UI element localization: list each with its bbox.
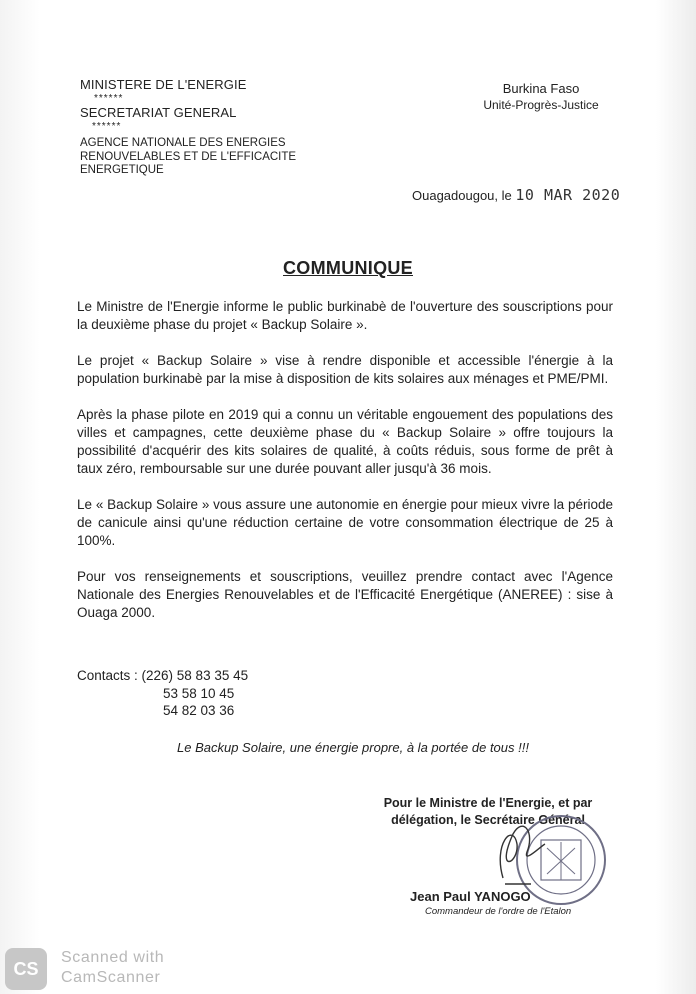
paragraph: Après la phase pilote en 2019 qui a connu un véritable engouement des populations des villes et campagnes, cette deuxième phase du « Backup Solaire » offre toujours la possibilité d'acquérir des kits solaires de qualité, à coûts réduis, sous forme de prêt à taux zéro, remboursable sur une durée pouvant aller jusqu'à 36 mois.	[77, 407, 613, 476]
separator-stars: ******	[94, 93, 124, 104]
camscanner-watermark	[5, 948, 195, 990]
signature-line: délégation, le Secrétaire Général	[391, 813, 585, 827]
paragraph: Le « Backup Solaire » vous assure une autonomie en énergie pour mieux vivre la période de canicule ainsi qu'une réduction certaine de votre consommation électrique de 25 à 100%.	[77, 497, 613, 548]
separator-stars: ******	[92, 121, 122, 132]
national-motto: Unité-Progrès-Justice	[483, 98, 599, 112]
phone-number: 54 82 03 36	[163, 703, 235, 718]
document-body	[77, 298, 613, 640]
letterhead-left	[80, 77, 340, 178]
slogan: Le Backup Solaire, une énergie propre, à la portée de tous !!!	[177, 740, 529, 755]
paragraph: Le projet « Backup Solaire » vise à rendre disponible et accessible l'énergie à la population burkinabè par la mise à disposition de kits solaires aux ménages et PME/PMI.	[77, 353, 613, 386]
signatory-title: Commandeur de l'ordre de l'Etalon	[425, 906, 572, 917]
agency-name: AGENCE NATIONALE DES ENERGIES RENOUVELABLES ET DE L'EFFICACITE ENERGETIQUE	[80, 137, 297, 176]
letterhead-right	[466, 80, 616, 114]
paragraph: Le Ministre de l'Energie informe le public burkinabè de l'ouverture des souscriptions pour la deuxième phase du projet « Backup Solaire ».	[77, 299, 613, 332]
watermark-line: CamScanner	[61, 969, 161, 986]
country-name: Burkina Faso	[502, 81, 580, 96]
phone-number: 53 58 10 45	[163, 685, 235, 701]
signature-line: Pour le Ministre de l'Energie, et par	[383, 796, 593, 810]
signatory-name: Jean Paul YANOGO	[410, 889, 531, 904]
date-stamp: 10 MAR 2020	[515, 186, 621, 204]
watermark-text	[61, 948, 164, 988]
secretariat-name: SECRETARIAT GENERAL	[80, 105, 237, 120]
ministry-name: MINISTERE DE L'ENERGIE	[80, 77, 247, 92]
contacts-block	[77, 667, 248, 720]
dateline-place: Ouagadougou, le	[412, 188, 512, 203]
paragraph: Pour vos renseignements et souscriptions, veuillez prendre contact avec l'Agence Nationale des Energies Renouvelables et de l'Efficacité Energétique (ANEREE) : sise à Ouaga 2000.	[77, 569, 613, 620]
document-title: COMMUNIQUE	[283, 258, 413, 278]
camscanner-logo: CS	[5, 948, 47, 990]
watermark-line: Scanned with	[61, 949, 165, 966]
contacts-label: Contacts : (226) 58 83 35 45	[77, 668, 249, 683]
dateline	[412, 186, 620, 204]
